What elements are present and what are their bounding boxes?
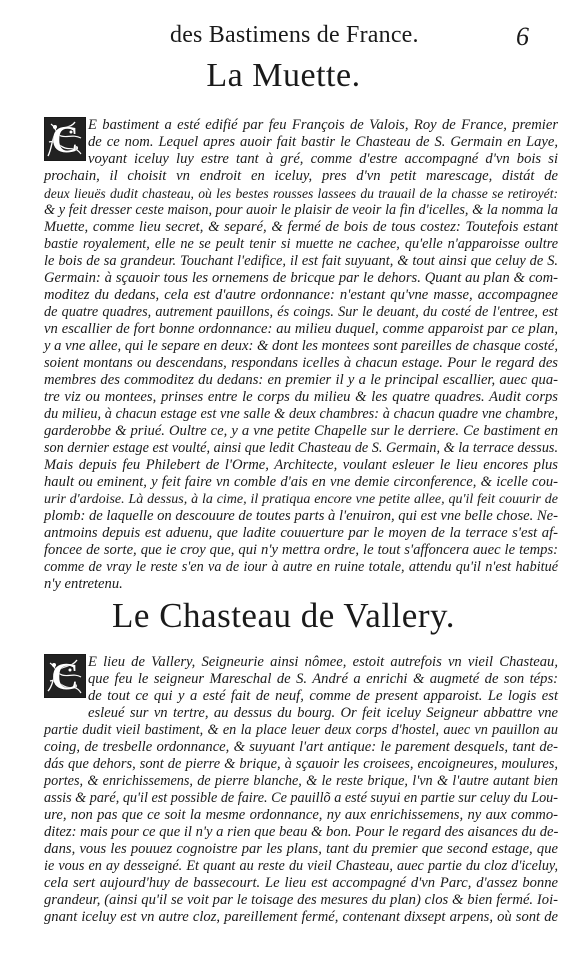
text-line: ditez: mais pour ce que il n'y a rien que beau & bon. Pour le regard des aisances du de- <box>44 824 559 840</box>
text-line: du milieu, à chacun estage est vne salle & deux chambres: à chacun quadre vne chambre, <box>44 406 558 422</box>
text-line: Mais depuis feu Philebert de l'Orme, Architecte, voulant esleuer le lieu encores plus <box>44 457 558 473</box>
text-line: E bastiment a esté edifié par feu François de Valois, Roy de France, premier <box>88 117 558 133</box>
text-line: membres des commoditez du dedans: en premier il y a le principal escallier, auec qua- <box>44 372 558 388</box>
text-line: garderobbe & priué. Oultre ce, y a vne petite Chapelle sur le derriere. Ce bastiment en <box>44 423 558 439</box>
text-line: moditez du dedans, cela est d'autre ordonnance: n'estant qu'vne masse, accompagnee <box>44 287 558 303</box>
text-line: coing, de tresbelle ordonnance, & suyuant l'art antique: le parement desquels, tant de- <box>44 739 558 755</box>
drop-cap-letter: C <box>51 119 79 161</box>
section-body-chasteau-de-vallery <box>44 654 558 926</box>
text-line: antmoins depuis est aduenu, que ladite couuerture par le moyen de la terrace s'est af- <box>44 525 558 541</box>
text-line: ure, non pas que ce soit la mesme ordonnance, ny aux enrichissemens, ny aux commo- <box>44 807 558 823</box>
section-body-la-muette <box>44 117 558 593</box>
text-line: de quatre quadres, autrement pauillons, és coings. Sur le deuant, du costé de l'entree, est <box>44 304 558 320</box>
running-title: des Bastimens de France. <box>170 22 419 48</box>
text-line: partie dudit vieil bastiment, & en la place leuer deux corps d'hostel, auec vn pauillon au <box>44 722 558 738</box>
text-line: esleué sur vn tertre, au dessus du bourg. Or feit iceluy Seigneur abbattre vne <box>88 705 558 721</box>
text-line: dans, vous les pouuez cognoistre par les plans, tant du premier que second estage, que <box>44 841 558 857</box>
text-line: prochain, il choisit vn endroit en iceluy, pres d'vn petit marescage, distát de <box>44 168 558 184</box>
text-line: assis & paré, qu'il est possible de faire. Ce pauillõ a esté suyui en partie sur celuy du Lou- <box>44 790 558 806</box>
text-line: de tout ce qui y a esté fait de neuf, comme de present apparoist. Le logis est <box>88 688 558 704</box>
text-line: plomb: de laquelle on descouure de toutes parts à l'enuiron, qui est vne belle chose. Ne- <box>44 508 558 524</box>
text-line: son dernier estage est voulté, ainsi que ledit Chasteau de S. Germain, & la terrace dessus. <box>44 440 558 456</box>
text-line: deux lieuës dudit chasteau, où les bestes rousses lassees du trauail de la chasse se retiroyét: <box>44 186 558 201</box>
text-line: voyant iceluy luy estre tant à gré, comme d'estre accompagné d'vn bois si <box>88 151 558 167</box>
text-line: cela sert aujourd'huy de bassecourt. Le lieu est accompagné d'vn Parc, d'assez bonne <box>44 875 558 891</box>
text-line: comme de vray le reste s'en va de iour à autre en ruine totale, attendu qu'il n'est habitué <box>44 559 558 575</box>
text-line: urir d'ardoise. Là dessus, à la cime, il pratiqua encore vne petite allee, qu'il feit couurir de <box>44 492 558 507</box>
text-line: portes, & enrichissemens, de pierre blanche, & le reste brique, l'vn & l'autre autant bien <box>44 773 558 789</box>
text-line: foncee de sorte, que ie croy que, qui n'y mettra ordre, le tout s'affoncera auec le temps: <box>44 542 558 558</box>
text-line: soient montans ou descendans, respondans icelles à chacun estage. Pour le regard des <box>44 355 558 371</box>
text-line: dás que dehors, sont de pierre & brique, à sçauoir les croisees, encoigneures, moulures, <box>44 756 558 772</box>
section-title-chasteau-de-vallery: Le Chasteau de Vallery. <box>112 596 455 635</box>
text-line: gnant iceluy est vn autre cloz, pareillement fermé, contenant dixsept arpens, où sont de <box>44 909 558 925</box>
text-line: bastie royalement, elle ne se peult tenir si muette ne cachee, qu'elle n'apparoisse oultre <box>44 236 558 252</box>
text-line: ie vous en ay desseigné. Et quant au reste du vieil Chasteau, auec partie du cloz d'iceluy, <box>44 858 558 874</box>
page-number: 6 <box>516 22 529 51</box>
text-line: E lieu de Vallery, Seigneurie ainsi nômee, estoit autrefois vn vieil Chasteau, <box>88 654 558 670</box>
text-line: Muette, comme lieu secret, & separé, & fermé de bois de tous costez: Toutefois estant <box>44 219 558 235</box>
drop-cap-letter: C <box>51 656 79 698</box>
text-line: grandeur, (ainsi qu'il se voit par le toisage des mesures du plan) clos & bien fermé. Ioi- <box>44 892 558 908</box>
text-line: hault ou eminent, y feit faire vn comble d'ais en vne demie circonference, & icelle cou- <box>44 474 558 490</box>
text-line: le bois de sa grandeur. Touchant l'edifice, il est fait suyuant, & tout ainsi que celuy de S. <box>44 253 558 269</box>
text-line: & y feit dresser ceste maison, pour auoir le plaisir de veoir la fin d'icelles, & la nomma la <box>44 202 558 218</box>
text-line: Germain: à sçauoir tous les ornemens de bricque par le dehors. Quant au plan & com- <box>44 270 558 286</box>
text-line: n'y entretenu. <box>44 576 123 592</box>
text-line: y a vne allee, qui le separe en deux: & dont les montees sont pareilles de chasque costé, <box>44 338 558 354</box>
text-line: vn escallier de fort bonne ordonnance: au milieu duquel, comme apparoist par ce plan, <box>44 321 558 337</box>
text-line: que feu le seigneur Mareschal de S. André a enrichi & augmeté de son téps: <box>88 671 558 687</box>
text-line: de ce nom. Lequel apres auoir fait bastir le Chasteau de S. Germain en Laye, <box>88 134 558 150</box>
running-header <box>0 22 567 50</box>
text-line: tre viz ou montees, prinses entre le corps du milieu & les quatre quadres. Audit corps <box>44 389 558 405</box>
section-title-la-muette: La Muette. <box>206 57 361 94</box>
